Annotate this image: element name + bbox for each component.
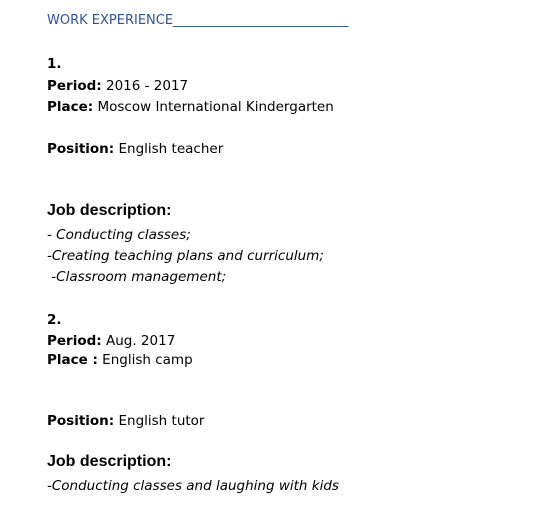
job-description-item: -Creating teaching plans and curriculum; <box>47 248 324 264</box>
place-label: Place : <box>47 352 98 368</box>
job-description-item: - Conducting classes; <box>47 227 191 243</box>
place-label: Place: <box>47 99 94 115</box>
position-label: Position: <box>47 141 115 157</box>
job-position <box>47 140 223 158</box>
job-number-text: 1. <box>47 56 62 72</box>
position-value: English tutor <box>114 413 205 429</box>
job-number-text: 2. <box>47 312 62 328</box>
job-period <box>47 77 188 95</box>
section-heading: WORK EXPERIENCE___________________________ <box>47 13 349 28</box>
job-position <box>47 412 204 430</box>
period-label: Period: <box>47 78 102 94</box>
period-value: Aug. 2017 <box>101 333 176 349</box>
job-place <box>47 98 334 116</box>
job-number <box>47 55 62 73</box>
position-value: English teacher <box>114 141 224 157</box>
job-description-title: Job description: <box>47 453 172 470</box>
period-value: 2016 - 2017 <box>101 78 189 94</box>
position-label: Position: <box>47 413 115 429</box>
job-description-item: -Classroom management; <box>47 269 227 285</box>
period-label: Period: <box>47 333 102 349</box>
job-number <box>47 311 62 329</box>
job-place <box>47 351 193 369</box>
place-value: Moscow International Kindergarten <box>93 99 334 115</box>
job-description-item: -Conducting classes and laughing with kids <box>47 478 339 494</box>
job-period <box>47 332 175 350</box>
job-description-title: Job description: <box>47 202 172 219</box>
place-value: English camp <box>97 352 193 368</box>
